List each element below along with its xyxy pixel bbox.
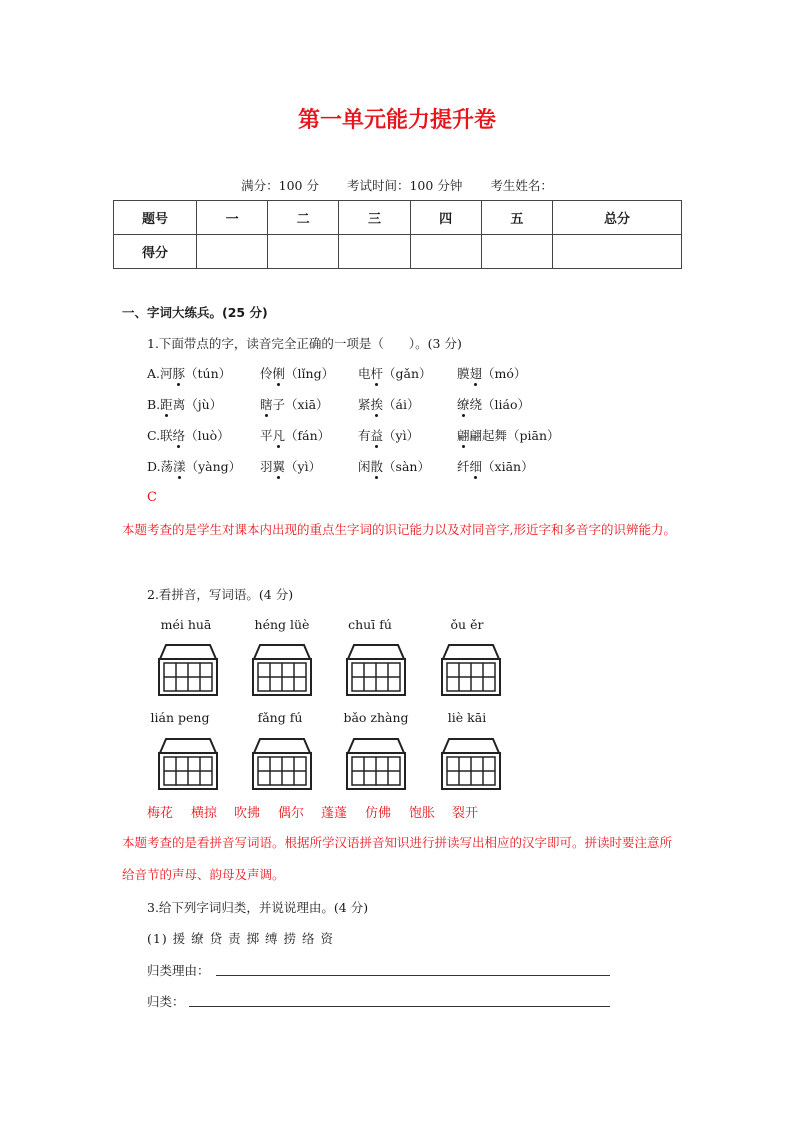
- answer-word: 梅花: [147, 806, 174, 821]
- pinyin-label: lián peng: [150, 710, 210, 725]
- option-item: 翩翩起舞（piān）: [457, 428, 560, 443]
- option-item: C.联络（luò）: [147, 428, 230, 443]
- score-table-header: [114, 201, 682, 235]
- exam-meta: [0, 176, 794, 194]
- question-2-prompt: 2.看拼音，写词语。(4 分): [147, 587, 294, 602]
- score-table: [113, 200, 682, 269]
- reason-answer-line[interactable]: [216, 975, 610, 976]
- table-header-cell: 四: [410, 201, 481, 235]
- pinyin-label: ǒu ěr: [450, 617, 484, 632]
- pinyin-label: chuī fú: [348, 617, 392, 632]
- answer-q1: C: [147, 490, 157, 505]
- option-item: B.距离（jù）: [147, 397, 223, 412]
- score-cell[interactable]: [339, 235, 410, 269]
- question-1-prompt: 1.下面带点的字，读音完全正确的一项是（ ）。(3 分): [147, 336, 462, 351]
- student-name-label: 考生姓名：: [490, 178, 553, 193]
- table-header-cell: 五: [481, 201, 552, 235]
- option-item: D.荡漾（yàng）: [147, 459, 242, 474]
- option-item: 缭绕（liáo）: [457, 397, 530, 412]
- writing-box[interactable]: [344, 643, 408, 698]
- option-item: 瞎子（xiā）: [260, 397, 329, 412]
- answer-word: 偶尔: [278, 806, 305, 821]
- score-cell[interactable]: [552, 235, 681, 269]
- option-item: 紧挨（ái）: [358, 397, 420, 412]
- class-answer-line[interactable]: [189, 1006, 610, 1007]
- reason-label: 归类理由：: [147, 963, 210, 978]
- pinyin-label: liè kāi: [447, 710, 487, 725]
- exam-time: 考试时间：100 分钟: [346, 178, 463, 193]
- option-item: 膜翅（mó）: [457, 366, 527, 381]
- explanation-q1: 本题考查的是学生对课本内出现的重点生字词的识记能力以及对同音字,形近字和多音字的识辨能力。: [122, 522, 676, 537]
- class-label: 归类：: [147, 994, 185, 1009]
- answer-word: 横掠: [191, 806, 218, 821]
- option-item: 羽翼（yì）: [260, 459, 322, 474]
- answer-word: 饱胀: [409, 806, 436, 821]
- table-header-cell: 一: [197, 201, 268, 235]
- option-item: A.河豚（tún）: [147, 366, 232, 381]
- question-3-sub1: (1) 援 缭 贷 责 掷 缚 捞 络 资: [147, 931, 334, 946]
- writing-box[interactable]: [250, 643, 314, 698]
- pinyin-label: méi huā: [160, 617, 212, 632]
- full-score: 满分：100 分: [241, 178, 319, 193]
- option-item: 伶俐（lǐng）: [260, 366, 335, 381]
- writing-box[interactable]: [250, 737, 314, 792]
- writing-box[interactable]: [156, 643, 220, 698]
- score-cell[interactable]: [197, 235, 268, 269]
- answer-word: 蓬蓬: [321, 806, 348, 821]
- table-header-cell: 题号: [114, 201, 197, 235]
- table-header-cell: 总分: [552, 201, 681, 235]
- option-item: 电杆（gǎn）: [358, 366, 432, 381]
- question-3-prompt: 3.给下列字词归类，并说说理由。(4 分): [147, 900, 369, 915]
- writing-box[interactable]: [156, 737, 220, 792]
- row-label: 得分: [114, 235, 197, 269]
- pinyin-label: fǎng fú: [257, 710, 303, 725]
- option-item: 平凡（fán）: [260, 428, 331, 443]
- answer-word: 裂开: [452, 806, 479, 821]
- option-item: 闲散（sàn）: [358, 459, 430, 474]
- score-cell[interactable]: [268, 235, 339, 269]
- answer-word: 仿佛: [365, 806, 392, 821]
- pinyin-label: bǎo zhàng: [343, 710, 409, 725]
- score-cell[interactable]: [481, 235, 552, 269]
- table-header-cell: 二: [268, 201, 339, 235]
- answer-word: 吹拂: [234, 806, 261, 821]
- explanation-q2: 本题考查的是看拼音写词语。根据所学汉语拼音知识进行拼读写出相应的汉字即可。拼读时要注意所给音节的声母、韵母及声调。: [122, 835, 673, 882]
- score-cell[interactable]: [410, 235, 481, 269]
- writing-box[interactable]: [439, 643, 503, 698]
- section-heading: 一、字词大练兵。(25 分): [122, 305, 268, 320]
- pinyin-label: héng lüè: [254, 617, 310, 632]
- writing-box[interactable]: [439, 737, 503, 792]
- score-table-row: [114, 235, 682, 269]
- table-header-cell: 三: [339, 201, 410, 235]
- option-item: 纤细（xiān）: [457, 459, 534, 474]
- page-title: 第一单元能力提升卷: [297, 108, 496, 133]
- option-item: 有益（yì）: [358, 428, 420, 443]
- writing-box[interactable]: [344, 737, 408, 792]
